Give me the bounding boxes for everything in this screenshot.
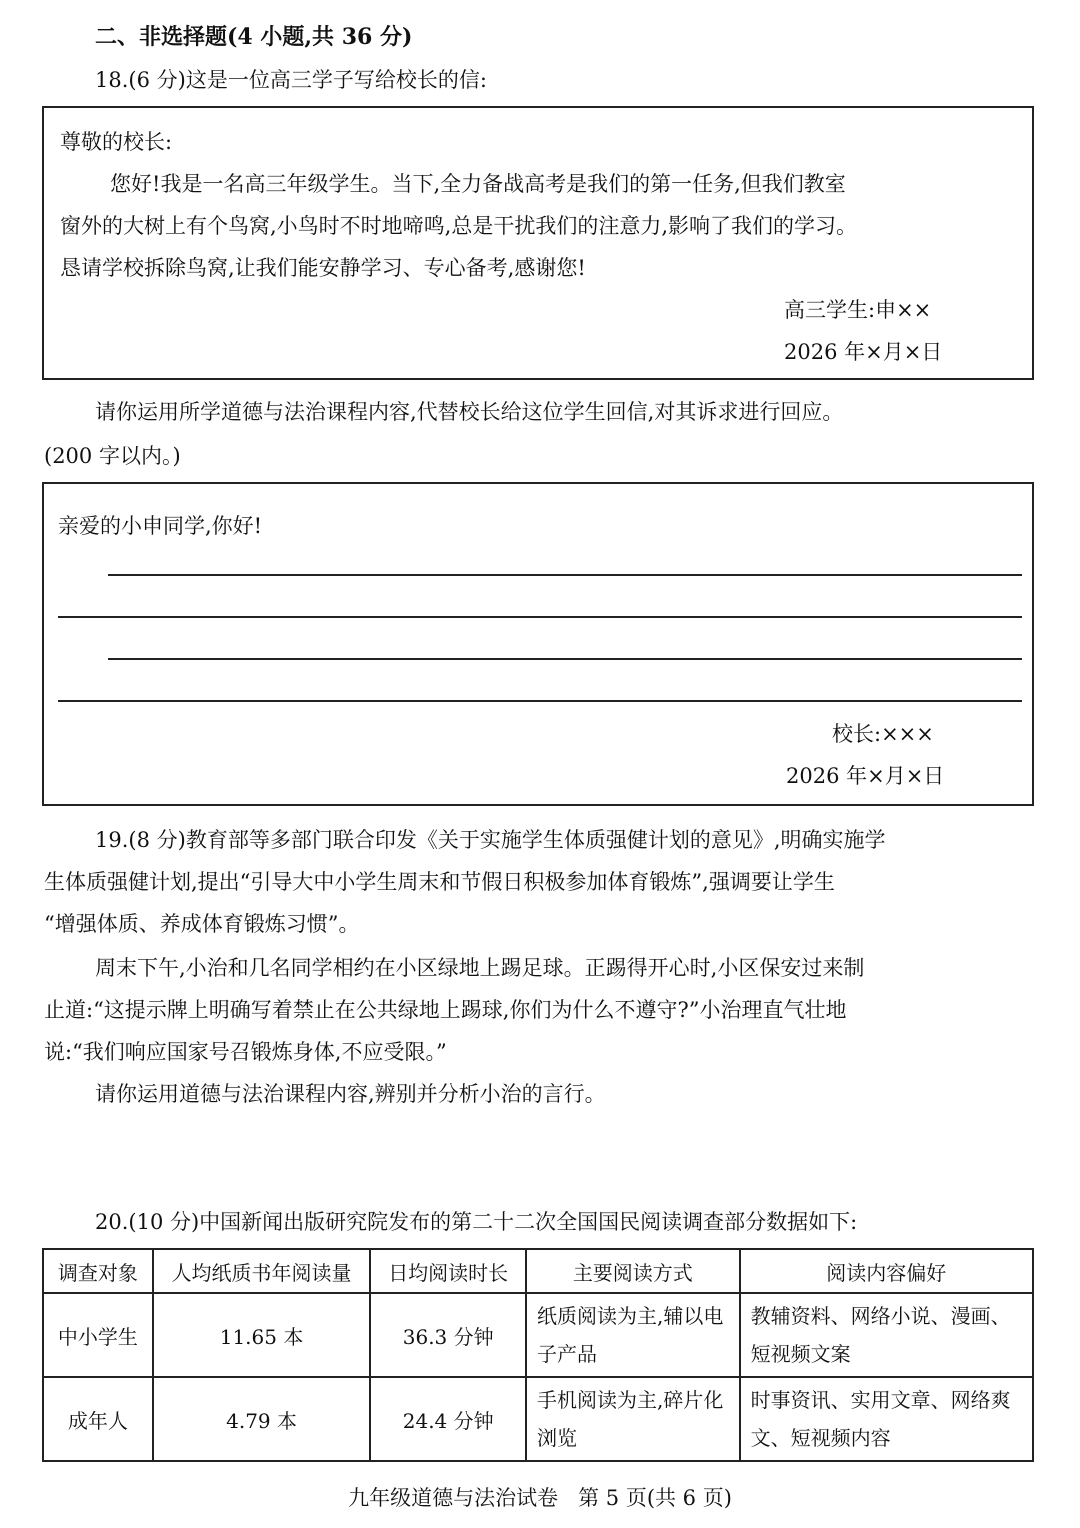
q19-line-4: 周末下午,小治和几名同学相约在小区绿地上踢足球。正踢得开心时,小区保安过来制 <box>95 956 865 980</box>
table-header-cell: 人均纸质书年阅读量 <box>153 1249 371 1293</box>
reading-survey-table <box>42 1248 1034 1462</box>
table-header-cell: 调查对象 <box>43 1249 153 1293</box>
table-cell-books: 11.65 本 <box>153 1293 371 1377</box>
q19-line-6: 说:“我们响应国家号召锻炼身体,不应受限。” <box>44 1040 447 1064</box>
q20-stem: 20.(10 分)中国新闻出版研究院发布的第二十二次全国国民阅读调查部分数据如下: <box>95 1210 858 1234</box>
table-row <box>43 1293 1033 1377</box>
table-cell-preference: 教辅资料、网络小说、漫画、短视频文案 <box>740 1293 1033 1377</box>
table-row <box>43 1377 1033 1461</box>
section-heading: 二、非选择题(4 小题,共 36 分) <box>95 24 413 50</box>
table-cell-duration: 24.4 分钟 <box>370 1377 526 1461</box>
table-header-cell: 阅读内容偏好 <box>740 1249 1033 1293</box>
letter-body-line-1: 您好!我是一名高三年级学生。当下,全力备战高考是我们的第一任务,但我们教室 <box>110 172 846 196</box>
q19-line-5: 止道:“这提示牌上明确写着禁止在公共绿地上踢球,你们为什么不遵守?”小治理直气壮地 <box>44 998 847 1022</box>
q19-question: 请你运用道德与法治课程内容,辨别并分析小治的言行。 <box>95 1082 606 1106</box>
q19-line-1: 19.(8 分)教育部等多部门联合印发《关于实施学生体质强健计划的意见》,明确实施学 <box>95 828 886 852</box>
letter-date: 2026 年×月×日 <box>784 340 943 364</box>
q19-line-3: “增强体质、养成体育锻炼习惯”。 <box>44 912 360 936</box>
answer-line-1[interactable] <box>108 574 1022 576</box>
letter-body-line-3: 恳请学校拆除鸟窝,让我们能安静学习、专心备考,感谢您! <box>60 256 586 280</box>
table-cell-group: 成年人 <box>43 1377 153 1461</box>
table-cell-books: 4.79 本 <box>153 1377 371 1461</box>
table-cell-method: 手机阅读为主,碎片化浏览 <box>526 1377 740 1461</box>
answer-line-4[interactable] <box>58 700 1022 702</box>
letter-signature: 高三学生:申×× <box>784 298 932 322</box>
answer-line-3[interactable] <box>108 658 1022 660</box>
table-header-cell: 主要阅读方式 <box>526 1249 740 1293</box>
table-cell-group: 中小学生 <box>43 1293 153 1377</box>
answer-line-2[interactable] <box>58 616 1022 618</box>
table-header-cell: 日均阅读时长 <box>370 1249 526 1293</box>
reply-letter-box <box>42 482 1034 806</box>
reply-signature: 校长:××× <box>832 722 934 746</box>
page-footer: 九年级道德与法治试卷 第 5 页(共 6 页) <box>348 1486 732 1510</box>
letter-body-line-2: 窗外的大树上有个鸟窝,小鸟时不时地啼鸣,总是干扰我们的注意力,影响了我们的学习。 <box>60 214 858 238</box>
q18-prompt-line-2: (200 字以内。) <box>44 444 181 468</box>
table-cell-duration: 36.3 分钟 <box>370 1293 526 1377</box>
reply-greeting: 亲爱的小申同学,你好! <box>58 514 263 538</box>
letter-greeting: 尊敬的校长: <box>60 130 173 154</box>
table-cell-preference: 时事资讯、实用文章、网络爽文、短视频内容 <box>740 1377 1033 1461</box>
q18-prompt-line-1: 请你运用所学道德与法治课程内容,代替校长给这位学生回信,对其诉求进行回应。 <box>95 400 844 424</box>
q18-stem: 18.(6 分)这是一位高三学子写给校长的信: <box>95 68 487 92</box>
student-letter-box <box>42 106 1034 380</box>
q19-line-2: 生体质强健计划,提出“引导大中小学生周末和节假日积极参加体育锻炼”,强调要让学生 <box>44 870 835 894</box>
table-header-row <box>43 1249 1033 1293</box>
table-cell-method: 纸质阅读为主,辅以电子产品 <box>526 1293 740 1377</box>
reply-date: 2026 年×月×日 <box>786 764 945 788</box>
